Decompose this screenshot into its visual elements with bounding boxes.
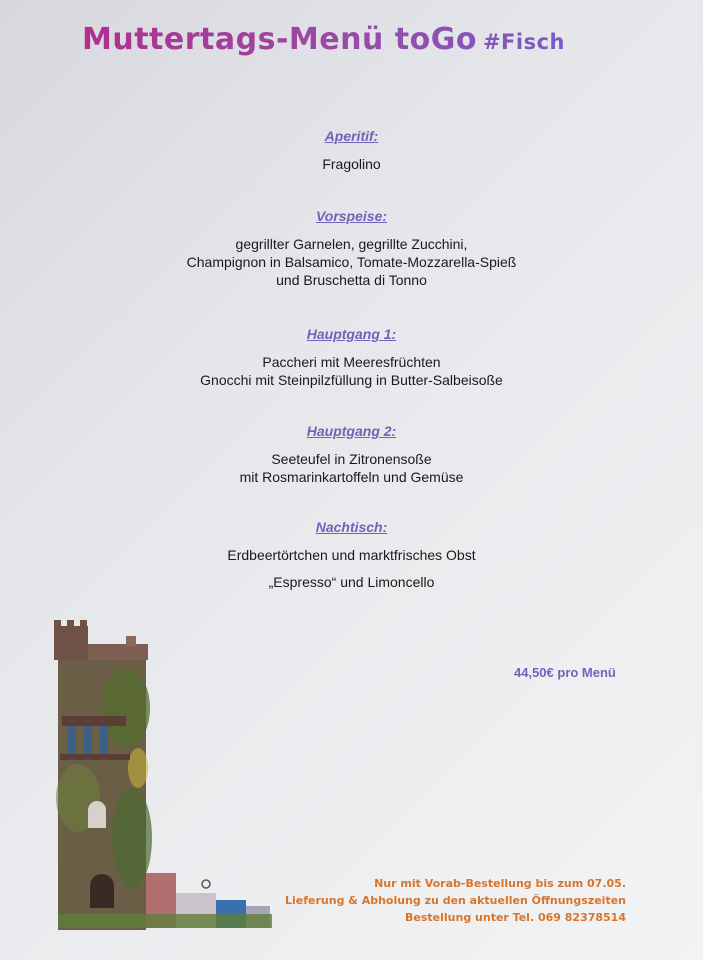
menu-line: und Bruschetta di Tonno (276, 272, 427, 288)
section-items (0, 353, 703, 389)
castle-tower-illustration (48, 618, 278, 943)
notice-line: Nur mit Vorab-Bestellung bis zum 07.05. (374, 877, 626, 890)
menu-title (82, 22, 565, 57)
notice-line: Lieferung & Abholung zu den aktuellen Öffnungszeiten (285, 894, 626, 907)
menu-line: Gnocchi mit Steinpilzfüllung in Butter-Salbeisoße (200, 372, 503, 388)
section-hauptgang-1 (0, 326, 703, 423)
order-notice (285, 875, 626, 926)
price-label: 44,50€ pro Menü (514, 665, 616, 680)
menu-body (0, 128, 703, 591)
menu-line: „Espresso“ und Limoncello (268, 574, 435, 590)
section-aperitif (0, 128, 703, 208)
section-items (0, 235, 703, 289)
title-main: Muttertags-Menü toGo (82, 22, 477, 57)
section-items (0, 450, 703, 486)
section-items (0, 546, 703, 591)
menu-line: Fragolino (322, 156, 381, 172)
menu-line: Champignon in Balsamico, Tomate-Mozzarella-Spieß (186, 254, 517, 270)
menu-line: Paccheri mit Meeresfrüchten (262, 354, 441, 370)
section-heading: Hauptgang 2: (306, 423, 397, 439)
title-tag: #Fisch (482, 30, 565, 54)
section-heading: Nachtisch: (315, 519, 388, 535)
notice-line: Bestellung unter Tel. 069 82378514 (405, 911, 626, 924)
menu-line: gegrillter Garnelen, gegrillte Zucchini, (235, 236, 468, 252)
menu-line: Seeteufel in Zitronensoße (271, 451, 432, 467)
section-heading: Vorspeise: (315, 208, 388, 224)
section-hauptgang-2 (0, 423, 703, 519)
menu-line: Erdbeertörtchen und marktfrisches Obst (227, 547, 476, 563)
section-heading: Aperitif: (324, 128, 379, 144)
menu-line: mit Rosmarinkartoffeln und Gemüse (239, 469, 464, 485)
section-nachtisch (0, 519, 703, 591)
section-heading: Hauptgang 1: (306, 326, 397, 342)
section-vorspeise (0, 208, 703, 326)
section-items (0, 155, 703, 173)
